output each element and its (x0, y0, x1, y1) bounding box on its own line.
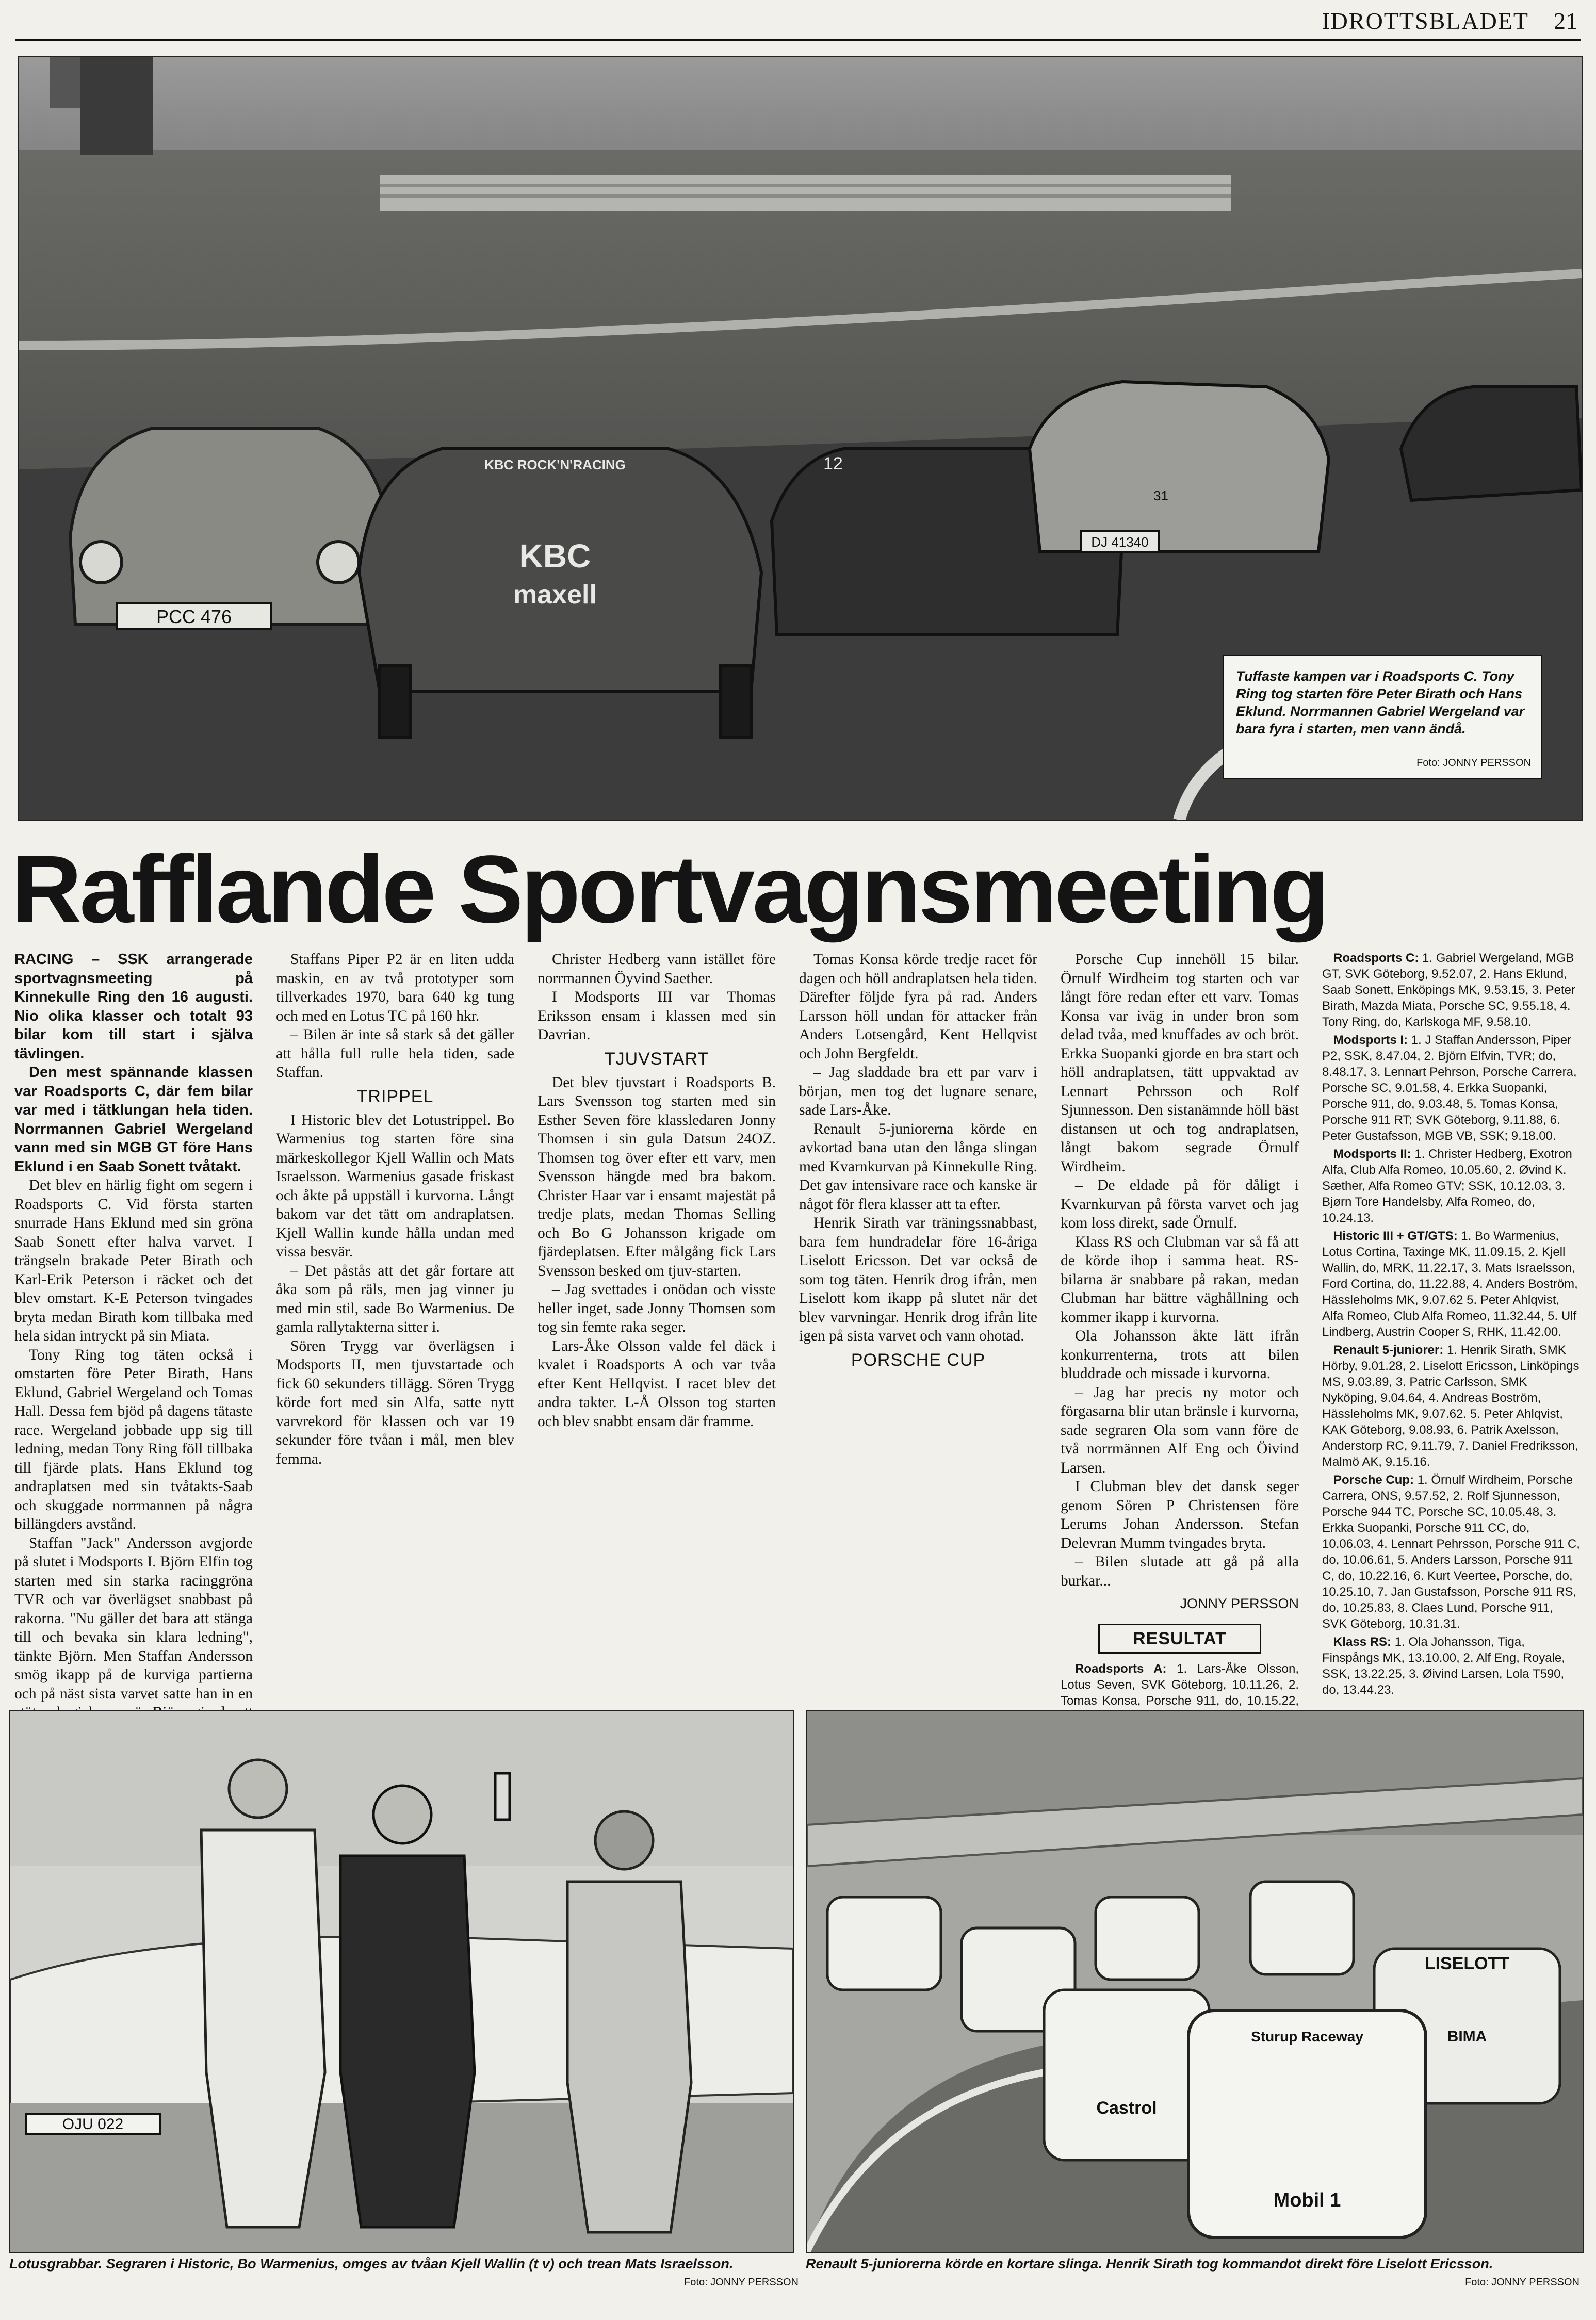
result-class: Roadsports C: (1333, 951, 1419, 965)
result-class: Renault 5-juniorer: (1333, 1343, 1444, 1357)
result-class: Modsports II: (1333, 1147, 1411, 1161)
result-entry (1322, 1228, 1580, 1340)
renault-scene (807, 1711, 1583, 2252)
paragraph: I Modsports III var Thomas Eriksson ensam i klassen med sin Davrian. (538, 989, 776, 1043)
paragraph: Porsche Cup innehöll 15 bilar. Örnulf Wirdheim tog starten och var långt före redan efter ett varv. Tomas Konsa var iväg in under bron som delad tvåa, med knuffades av och bröt. Erkka Suopanki gjorde en bra start och höll andraplatsen, tätt uppvaktad av Lennart Pehrsson och Rolf Sjunnesson. Den sistanämnde höll bäst distansen ut och tog andraplatsen, långt bakom segrade Örnulf Wirdheim. (1061, 951, 1299, 1175)
paragraph: Klass RS och Clubman var så få att de körde ihop i samma heat. RS-bilarna är snabbare på rakan, medan Clubman har bättre väghållning och kommer ikapp i kurvorna. (1061, 1233, 1299, 1326)
subheading: TJUVSTART (604, 1049, 709, 1069)
photo-credit: Foto: JONNY PERSSON (684, 2277, 799, 2288)
result-text: 1. Bo Warmenius, Lotus Cortina, Taxinge MK, 11.09.15, 2. Kjell Wallin, do, MRK, 11.22.17, 3. Mats Israelsson, Ford Cortina, do, 11.22.88, 4. Anders Boström, Hässleholms MK, 9.07.62 5. Peter Ahlqvist, Alfa Romeo, Club Alfa Romeo, 11.32.44, 5. Ulf Lindberg, Austrin Cooper S, RHK, 11.42.00. (1322, 1229, 1578, 1339)
paragraph: Tomas Konsa körde tredje racet för dagen och höll andraplatsen hela tiden. Därefter följde fyra på rad. Anders Larsson höll undan för attacker från Anders Lotsengård, Kent Hellqvist och John Bergfeldt. (799, 951, 1037, 1062)
car-sponsor-text: KBC ROCK'N'RACING (484, 457, 626, 472)
article-column-1 (14, 950, 253, 1741)
car-number: 31 (1153, 488, 1168, 503)
result-text: 1. Örnulf Wirdheim, Porsche Carrera, ONS, 9.57.52, 2. Rolf Sjunnesson, Porsche 944 TC, Porsche SC, 10.05.48, 3. Erkka Suopanki, Porsche 911 CC, do, 10.06.03, 4. Lennart Pehrsson, Porsche 911 C, do, 10.06.61, 5. Anders Larsson, Porsche 911 C, do, 10.22.16, 6. Kurt Veertee, Porsche, do, 10.25.10, 7. Jan Gustafsson, Porsche 911 RS, do, 10.25.83, 8. Claes Lund, Porsche 911, SVK Göteborg, 10.31.31. (1322, 1473, 1580, 1631)
subheading: TRIPPEL (356, 1086, 434, 1106)
car-sponsor-text: KBC (519, 537, 591, 575)
plate-text: DJ 41340 (1091, 534, 1149, 550)
page-number: 21 (1554, 8, 1577, 34)
paragraph: Staffans Piper P2 är en liten udda maskin, en av två prototyper som tillverkades 1970, bara 640 kg tung och med en Lotus TC på 160 hkr. (276, 951, 514, 1024)
paragraph: Tony Ring tog täten också i omstarten före Peter Birath, Hans Eklund, Gabriel Wergeland och Tomas Hall. Dessa fem bjöd på dagens tätaste race. Wergeland jobbade upp sig till ledning, medan Tony Ring föll tillbaka till fjärde plats. Hans Eklund tog andraplatsen med sin tvåtakts-Saab och skuggade norrmannen på några billängders avstånd. (14, 1346, 253, 1532)
car-text: BIMA (1447, 2028, 1487, 2045)
article-lead: RACING – SSK arrangerade sportvagnsmeeting på Kinnekulle Ring den 16 augusti. Nio olika klasser och totalt 93 bilar kom till start i själva tävlingen. (14, 951, 253, 1062)
result-class: Klass RS: (1333, 1635, 1392, 1649)
paragraph: – Bilen slutade att gå på alla burkar... (1061, 1554, 1299, 1589)
paragraph: Christer Hedberg vann istället före norrmannen Öyvind Saether. (538, 951, 776, 987)
paragraph: I Historic blev det Lotustrippel. Bo Warmenius tog starten före sina märkeskollegor Kjell Wallin och Mats Israelsson. Warmenius gasade friskast och åkte på uppställ i kurvorna. Långt bakom var det tätt om andraplatsen. Kjell Wallin kunde hålla undan med vissa besvär. (276, 1112, 514, 1260)
results-column (1322, 950, 1580, 1700)
driver-left (201, 1760, 325, 2227)
top-photo-caption (1223, 655, 1542, 779)
caption-text: Lotusgrabbar. Segraren i Historic, Bo Warmenius, omges av tvåan Kjell Wallin (t v) och trean Mats Israelsson. (9, 2256, 734, 2272)
caption-text: Tuffaste kampen var i Roadsports C. Tony Ring tog starten före Peter Birath och Hans Eklund. Norrmannen Gabriel Wergeland var bara fyra i starten, men vann ändå. (1236, 668, 1525, 737)
car-sponsor-text: maxell (513, 580, 597, 610)
photo-credit: Foto: JONNY PERSSON (1465, 2277, 1579, 2288)
car-text: Castrol (1096, 2098, 1157, 2118)
result-text: 1. Lars-Åke Olsson, Lotus Seven, SVK Göteborg, 10.11.26, 2. Tomas Konsa, Porsche 911, do, 10.15.22, (1061, 1662, 1299, 1708)
result-entry (1322, 1472, 1580, 1632)
result-text: 1. Ola Johansson, Tiga, Finspångs MK, 13.10.00, 2. Alf Eng, Royale, SSK, 13.22.25, 3. Øivind Larsen, Lola T590, do, 13.44.23. (1322, 1635, 1565, 1697)
result-text: 1. Christer Hedberg, Exotron Alfa, Club Alfa Romeo, 10.05.60, 2. Øvind K. Sæther, Alfa Romeo GTV; SSK, 10.12.03, 3. Bjørn Tore Handelsby, Alfa Romeo, do, 10.24.13. (1322, 1147, 1572, 1225)
winners-photo (9, 1710, 794, 2253)
car-yellow-sports (70, 428, 390, 624)
paragraph: – Bilen är inte så stark så det gäller att hålla full rulle hela tiden, sade Staffan. (276, 1026, 514, 1081)
result-text: 1. J Staffan Andersson, Piper P2, SSK, 8.47.04, 2. Björn Elfvin, TVR; do, 8.48.17, 3. Lennart Pehrson, Porsche Carrera, Porsche SC, 9.01.58, 4. Erkka Suopanki, Porsche 911, do, 9.03.48, 5. Tomas Konsa, Porsche 911 RT; SVK Göteborg, 9.11.88, 6. Peter Gustafsson, MGB VB, SSK; 9.18.00. (1322, 1033, 1577, 1143)
paragraph: I Clubman blev det dansk seger genom Sören P Christensen före Lerums Johan Andersson. Stefan Delevran Mumm tvingades bryta. (1061, 1478, 1299, 1551)
car-mgb-31 (1030, 382, 1329, 552)
plate-text: PCC 476 (156, 606, 232, 627)
article-lead-2: Den mest spännande klassen var Roadsports C, där fem bilar var med i tätklungan hela tiden. Norrmannen Gabriel Wergeland vann med sin MGB GT före Hans Eklund i en Saab Sonett tvåtakt. (14, 1064, 253, 1175)
publication-title: IDROTTSBLADET (1322, 8, 1529, 34)
result-entry (1322, 1342, 1580, 1470)
article-column-2 (276, 950, 514, 1468)
caption-text: Renault 5-juniorerna körde en kortare slinga. Henrik Sirath tog kommandot direkt före Liselott Ericsson. (806, 2256, 1493, 2272)
result-class: Porsche Cup: (1333, 1473, 1414, 1487)
headline: Rafflande Sportvagnsmeeting (11, 836, 1327, 943)
paragraph: – Det påstås att det går fortare att åka som på räls, men jag vinner ju med min stil, sade Bo Warmenius. De gamla rallytakterna sitter i. (276, 1262, 514, 1335)
paragraph: Lars-Åke Olsson valde fel däck i kvalet i Roadsports A och var tvåa efter Kent Hellqvist. I racet blev det andra takter. L-Å Olsson tog starten och blev snabbt ensam där framme. (538, 1337, 776, 1430)
paragraph: Ola Johansson åkte lätt ifrån konkurrenterna, trots att bilen bluddrade och missade i kurvorna. (1061, 1328, 1299, 1382)
paragraph: Henrik Sirath var träningssnabbast, bara fem hundradelar före 16-åriga Liselott Ericsson. Det var också de som tog täten. Henrik drog ifrån, men Liselott kom ikapp på slutet när det blev varvningar. Henrik drog ifrån lite igen på sista varvet och vann ohotad. (799, 1215, 1037, 1344)
results-heading: RESULTAT (1098, 1624, 1261, 1654)
result-text: 1. Gabriel Wergeland, MGB GT, SVK Göteborg, 9.52.07, 2. Hans Eklund, Saab Sonett, Enköpings MK, 9.53.15, 3. Peter Birath, Mazda Miata, Porsche SC, 9.55.18, 4. Tony Ring, do, Karlskoga MF, 9.58.10. (1322, 951, 1575, 1029)
result-entry (1322, 1634, 1580, 1698)
renault-juniors-photo (806, 1710, 1584, 2253)
result-class: Modsports I: (1333, 1033, 1408, 1047)
paragraph: – Jag sladdade bra ett par varv i början, men tog det lugnare senare, sade Lars-Åke. (799, 1064, 1037, 1118)
winners-scene (10, 1711, 793, 2252)
paragraph: Det blev tjuvstart i Roadsports B. Lars Svensson tog starten med sin Esther Seven före klassledaren Jonny Thomsen i sin gula Datsun 24OZ. Thomsen tog över efter ett varv, men Svensson hängde med bra bakom. Christer Haar var i ensamt majestät på tredje plats, medan Thomas Selling och Bo G Johansson krigade om fjärdeplatsen. Efter målgång fick Lars Svensson besked om tjuv-starten. (538, 1074, 776, 1279)
paragraph: Renault 5-juniorerna körde en avkortad bana utan den långa slingan med Kvarnkurvan på Kinnekulle Ring. Det gav intensivare race och kanske är något för flera klasser att ta efter. (799, 1120, 1037, 1213)
car-text: Mobil 1 (1273, 2190, 1341, 2211)
article-column-3 (538, 950, 776, 1431)
plate-text: OJU 022 (62, 2116, 124, 2133)
header-rule (15, 39, 1581, 41)
car-number: 12 (823, 454, 843, 473)
paragraph: – De eldade på för dåligt i Kvarnkurvan på första varvet och jag kom loss direkt, sade Örnulf. (1061, 1177, 1299, 1231)
photo-credit: Foto: JONNY PERSSON (1416, 757, 1531, 769)
result-class: Roadsports A: (1075, 1662, 1167, 1676)
renault-car-castrol (1044, 1990, 1209, 2160)
paragraph: Staffan "Jack" Andersson avgjorde på slutet i Modsports I. Björn Elfin tog starten med sin starka racinggröna TVR och var överlägset snabbast på rakorna. "Nu gäller det bara att stänga till och bevaka sin klara ledning", tänkte Björn. Men Staffan Andersson smög ikapp på de kurviga partierna och på näst sista varvet satte han in en (14, 1534, 253, 1702)
article-column-4 (799, 950, 1037, 1375)
car-text: LISELOTT (1424, 1954, 1510, 1973)
paragraph: – Jag svettades i onödan och visste heller inget, sade Jonny Thomsen som tog sin femte raka seger. (538, 1281, 776, 1335)
result-class: Historic III + GT/GTS: (1333, 1229, 1458, 1243)
subheading: PORSCHE CUP (851, 1350, 986, 1370)
paragraph: Det blev en härlig fight om segern i Roadsports C. Vid första starten snurrade Hans Eklund med sin gröna Saab Sonett efter halva varvet. I trängseln brakade Peter Birath och Karl-Erik Peterson i räcket och det blev omstart. K-E Peterson tvingades bryta medan Birath kom tillbaka med hela sidan intryckt på sin Miata. (14, 1177, 253, 1344)
result-entry (1322, 1032, 1580, 1144)
car-text: Sturup Raceway (1251, 2029, 1363, 2045)
byline: JONNY PERSSON (1180, 1596, 1299, 1611)
paragraph: – Jag har precis ny motor och förgasarna blir utan bränsle i kurvorna, sade segraren Ola som vann före de två norrmännen Alf Eng och Öivind Larsen. (1061, 1384, 1299, 1476)
result-entry (1322, 950, 1580, 1030)
winners-photo-caption (9, 2255, 799, 2288)
paragraph: Sören Trygg var överlägsen i Modsports II, men tjuvstartade och fick 60 sekunders tillägg. Sören Trygg körde fort med sin Alfa, satte nytt varvrekord för klassen och var 19 sekunder före tvåan i mål, men blev femma. (276, 1337, 514, 1467)
result-text: 1. Henrik Sirath, SMK Hörby, 9.01.28, 2. Liselott Ericsson, Linköpings MS, 9.03.89, 3. Patric Carlsson, SMK Nyköping, 9.04.64, 4. Andreas Boström, Hässleholms MK, 9.07.62. 5. Peter Ahlqvist, KAK Göteborg, 9.08.93, 6. Patrik Axelsson, Anderstorp RC, 9.11.79, 7. Daniel Fredriksson, Malmö AK, 9.15.16. (1322, 1343, 1579, 1469)
renault-photo-caption (806, 2255, 1579, 2288)
result-entry (1322, 1146, 1580, 1226)
